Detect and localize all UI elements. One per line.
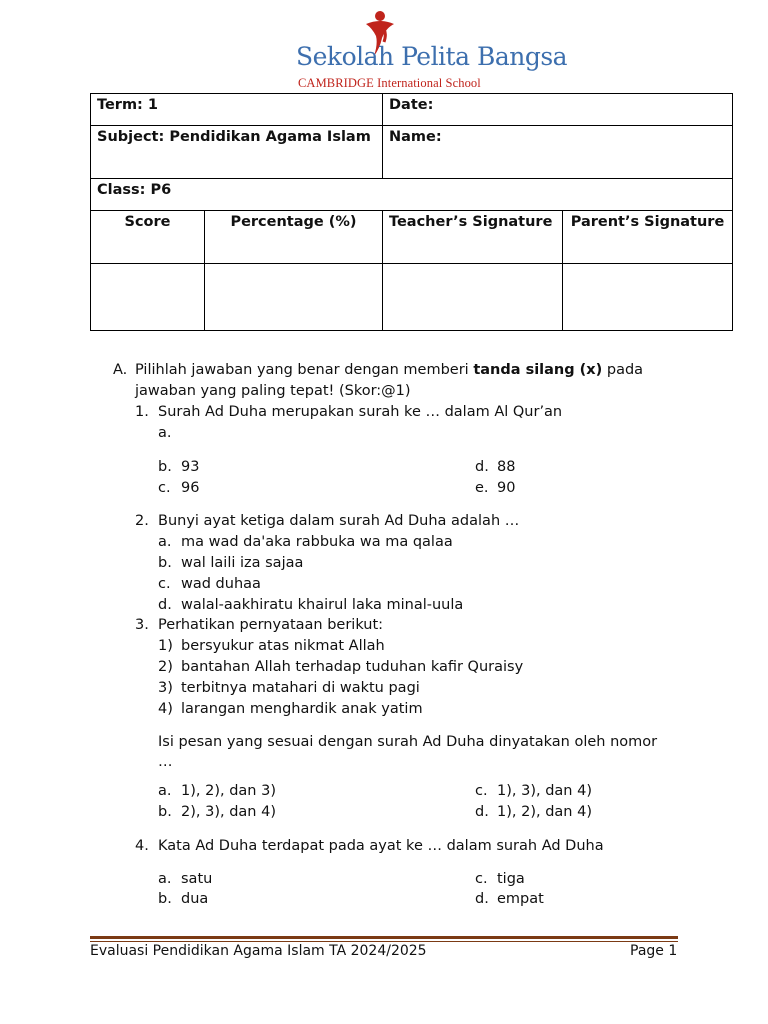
option-text[interactable]: satu	[181, 871, 213, 887]
option-label[interactable]: c.	[158, 480, 171, 496]
school-logo	[290, 8, 568, 90]
option-label[interactable]: c.	[475, 871, 488, 887]
section-a-instruction-line2: jawaban yang paling tepat! (Skor:@1)	[135, 383, 411, 399]
option-label[interactable]: d.	[475, 891, 489, 907]
parent-signature-header: Parent’s Signature	[563, 211, 733, 264]
statement-label: 2)	[158, 659, 173, 675]
option-text[interactable]: empat	[497, 891, 544, 907]
statement-text: bantahan Allah terhadap tuduhan kafir Quraisy	[181, 659, 524, 675]
teacher-signature-header: Teacher’s Signature	[383, 211, 563, 264]
option-text[interactable]: dua	[181, 891, 209, 907]
instruction-bold: tanda silang (x)	[473, 362, 603, 378]
option-label[interactable]: b.	[158, 804, 172, 820]
score-header: Score	[91, 211, 205, 264]
option-text[interactable]: 96	[181, 480, 200, 496]
class-cell: Class: P6	[91, 179, 733, 211]
statement-label: 3)	[158, 680, 173, 696]
percentage-cell[interactable]	[205, 264, 383, 331]
name-cell[interactable]: Name:	[383, 126, 733, 179]
instruction-text-end: pada	[602, 362, 644, 378]
question-text: Bunyi ayat ketiga dalam surah Ad Duha adalah …	[158, 513, 520, 529]
instruction-text: Pilihlah jawaban yang benar dengan memberi	[135, 362, 474, 378]
date-cell[interactable]: Date:	[383, 94, 733, 126]
option-text[interactable]: wal laili iza sajaa	[181, 555, 304, 571]
section-a-instruction	[135, 360, 643, 380]
option-label[interactable]: a.	[158, 783, 172, 799]
option-text[interactable]: 1), 2), dan 4)	[497, 804, 592, 820]
option-label[interactable]: a.	[158, 871, 172, 887]
section-a-label: A.	[113, 362, 128, 378]
statement-text: terbitnya matahari di waktu pagi	[181, 680, 420, 696]
option-label[interactable]: a.	[158, 425, 172, 441]
option-text[interactable]: walal-aakhiratu khairul laka minal-uula	[181, 597, 464, 613]
option-label[interactable]: e.	[475, 480, 489, 496]
footer-title: Evaluasi Pendidikan Agama Islam TA 2024/2025	[90, 943, 427, 959]
logo-subtitle: CAMBRIDGE International School	[298, 76, 481, 90]
teacher-signature-cell[interactable]	[383, 264, 563, 331]
statement-label: 1)	[158, 638, 173, 654]
option-label[interactable]: d.	[158, 597, 172, 613]
question-prompt: Isi pesan yang sesuai dengan surah Ad Duha dinyatakan oleh nomor	[158, 734, 658, 750]
question-prompt-ellipsis: …	[158, 754, 173, 770]
option-text[interactable]: 90	[497, 480, 516, 496]
option-label[interactable]: c.	[158, 576, 171, 592]
percentage-header: Percentage (%)	[205, 211, 383, 264]
question-number: 2.	[135, 513, 149, 529]
question-number: 3.	[135, 617, 149, 633]
question-text: Surah Ad Duha merupakan surah ke … dalam Al Qur’an	[158, 404, 563, 420]
option-text[interactable]: wad duhaa	[181, 576, 261, 592]
option-text[interactable]: 88	[497, 459, 516, 475]
option-label[interactable]: b.	[158, 459, 172, 475]
footer-divider	[90, 936, 678, 939]
term-cell: Term: 1	[91, 94, 383, 126]
option-text[interactable]: 1), 3), dan 4)	[497, 783, 592, 799]
question-text: Perhatikan pernyataan berikut:	[158, 617, 384, 633]
subject-cell: Subject: Pendidikan Agama Islam	[91, 126, 383, 179]
logo-school-name: Sekolah Pelita Bangsa	[296, 42, 568, 71]
option-label[interactable]: d.	[475, 804, 489, 820]
option-label[interactable]: a.	[158, 534, 172, 550]
question-text: Kata Ad Duha terdapat pada ayat ke … dalam surah Ad Duha	[158, 838, 604, 854]
option-text[interactable]: 2), 3), dan 4)	[181, 804, 276, 820]
parent-signature-cell[interactable]	[563, 264, 733, 331]
question-number: 1.	[135, 404, 149, 420]
page-number: Page 1	[630, 943, 678, 959]
option-label[interactable]: c.	[475, 783, 488, 799]
score-cell[interactable]	[91, 264, 205, 331]
option-text[interactable]: 93	[181, 459, 200, 475]
statement-label: 4)	[158, 701, 173, 717]
option-text[interactable]: 1), 2), dan 3)	[181, 783, 276, 799]
option-text[interactable]: ma wad da'aka rabbuka wa ma qalaa	[181, 534, 453, 550]
option-label[interactable]: b.	[158, 891, 172, 907]
option-label[interactable]: b.	[158, 555, 172, 571]
question-number: 4.	[135, 838, 149, 854]
statement-text: larangan menghardik anak yatim	[181, 701, 423, 717]
option-label[interactable]: d.	[475, 459, 489, 475]
option-text[interactable]: tiga	[497, 871, 525, 887]
statement-text: bersyukur atas nikmat Allah	[181, 638, 385, 654]
student-info-table	[90, 93, 733, 331]
